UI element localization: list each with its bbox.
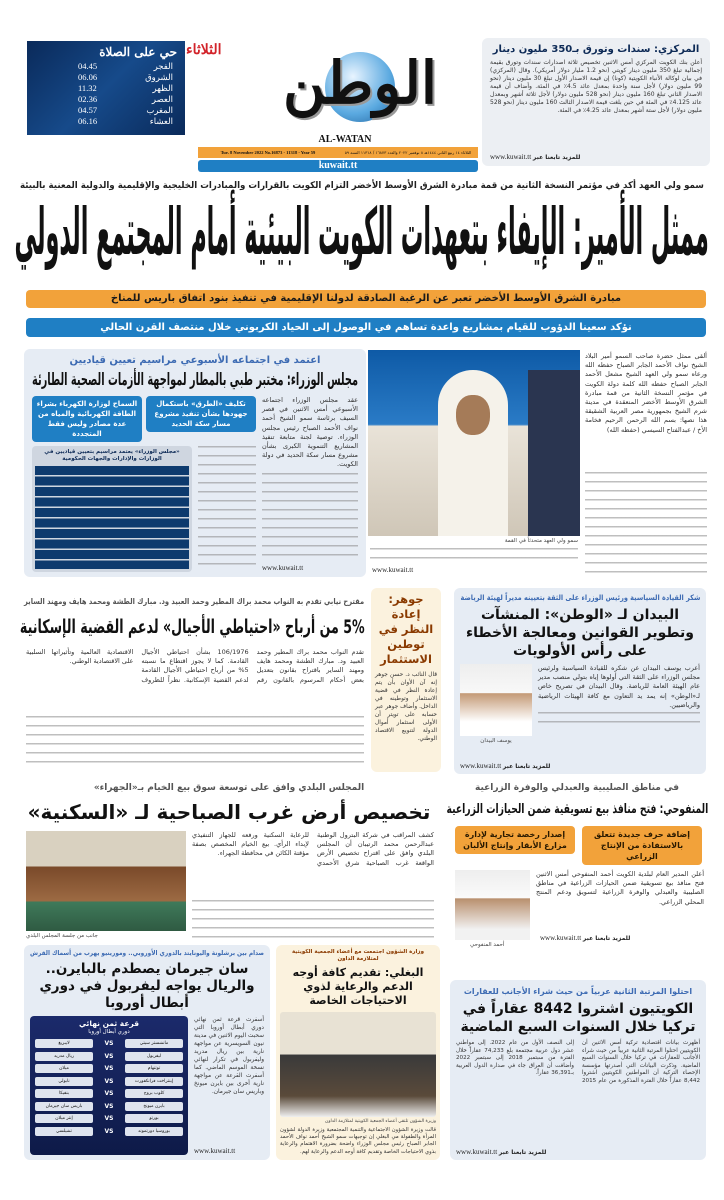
prayer-time: 02.36: [78, 94, 98, 104]
reserve-headline-row: [20, 614, 365, 640]
prayer-title: حي على الصلاة: [99, 45, 177, 59]
lead-photo-caption: سمو ولي العهد متحدثاً في القمة: [504, 538, 578, 544]
prayer-name: الشروق: [145, 72, 173, 82]
team-name: ميلان: [35, 1064, 93, 1073]
prayer-time-row: [78, 72, 173, 83]
prayer-time: 06.16: [78, 116, 98, 126]
sports-headline: سان جيرمان يصطدم بالبايرن.. والريال يواجه ليفربول في دوري أبطال أوروبا: [39, 961, 255, 1011]
date-english: Tue. 8 November 2022 No.16873 - 11318 - Year 59: [220, 150, 316, 155]
jawhar-headline: جوهر: إعادة النظر في توطين الاستثمار: [378, 592, 434, 666]
infographic-title: «مجلس الوزراء» يعتمد مراسيم بتعيين قياديين في الوزارات والإدارات والجهات الحكومية: [44, 449, 180, 462]
prayer-name: الظهر: [152, 83, 173, 93]
lead-kicker: سمو ولي العهد أكد في مؤتمر النسخة الثانية من قمة مبادرة الشرق الأوسط الأخضر التزام الكويت بالقرارات والمبادرات الخليجية والإقليمية والدولية المعنية بالبيئة: [20, 180, 704, 191]
prayer-times-box: [27, 41, 185, 135]
draw-match-row: [35, 1127, 183, 1136]
sabahiya-kicker-row: [24, 782, 434, 795]
prayer-name: الفجر: [153, 61, 173, 71]
more-link[interactable]: www.kuwait.tt للمزيد تابعنا عبر: [490, 153, 581, 161]
team-name: ريال مدريد: [35, 1052, 93, 1061]
cabinet-body-column: [262, 396, 358, 572]
cabinet-infographic: [32, 446, 192, 572]
bidan-photo: [460, 664, 532, 736]
person-figure-right: [528, 370, 580, 536]
team-name: لايبزيغ: [35, 1039, 93, 1048]
realestate-headline: الكويتيون اشتروا 8442 عقاراً في تركيا خلال السنوات السبع الماضية: [460, 1001, 696, 1035]
cabinet-box: [24, 349, 366, 577]
lead-photo: [368, 350, 580, 536]
sports-box: [24, 945, 270, 1160]
cabinet-body-lines: [262, 473, 358, 561]
team-name: إنتر ميلان: [35, 1114, 93, 1123]
team-name: بوروسيا دورتموند: [125, 1127, 183, 1136]
prayer-name: المغرب: [146, 105, 173, 115]
sabahiya-body-lines: [192, 900, 434, 940]
masthead-logo: [250, 40, 470, 132]
team-name: ليفربول: [125, 1052, 183, 1061]
agri-photo: [455, 870, 530, 940]
team-name: إينتراخت فرانكفورت: [125, 1077, 183, 1086]
cabinet-kicker: اعتمد في اجتماعه الأسبوعي مراسيم تعيين قياديين: [69, 355, 321, 366]
prayer-name: العشاء: [149, 116, 173, 126]
draw-match-row: [35, 1064, 183, 1073]
prayer-time: 11.32: [78, 83, 97, 93]
cabinet-pill-rail: تكليف «الطرق» باستكمال جهودها بشأن تنفيذ مشروع مسار سكة الحديد: [146, 396, 256, 432]
lead-headline: ممثل الأمير: الإيفاء بتعهدات الكويت البيئية أمام المجتمع الدولي: [14, 196, 710, 270]
logo-english: AL-WATAN: [318, 134, 372, 145]
reserve-kicker-row: [24, 596, 364, 608]
prayer-time: 04.57: [78, 105, 98, 115]
date-arabic: الثلاثاء ١٤ ربيع الثاني ١٤٤٤هـ ٨ نوفمبر ٢٠٢٢ والعدد ١٦٨٧٣ / ١١٣١٨ السنة ٥٩: [344, 150, 472, 155]
team-name: بورتو: [125, 1114, 183, 1123]
baghli-caption: وزيرة الشؤون تلتقي أعضاء الجمعية الكويتية لمتلازمة الداون: [325, 1118, 436, 1124]
sabahiya-headline: تخصيص أرض غرب الصباحية لـ «السكنية»: [27, 800, 431, 824]
sabahiya-body: كشف المراقب في شركة البترول الوطنية عبدالرحمن محمد الرتيبان أن المجلس البلدي وافق على اقتراح تخصيص الأرض الواقعة غرب الصباحية شرق الأحمدي للرعاية السكنية ورفعه للجهاز التنفيذي لإبداء الرأي. بيع الخيام المخصص بصفة مؤقتة الكائن في محافظة الجهراء.: [192, 831, 434, 867]
realestate-kicker: احتلوا المرتبة الثانية عربياً من حيث شراء الأجانب للعقارات: [463, 987, 693, 996]
person-face: [456, 395, 490, 435]
vs-label: VS: [104, 1115, 114, 1122]
team-name: كلوب بروج: [125, 1089, 183, 1098]
prayer-time: 04.45: [78, 61, 98, 71]
team-name: نابولي: [35, 1077, 93, 1086]
vs-label: VS: [104, 1090, 114, 1097]
vs-label: VS: [104, 1065, 114, 1072]
central-bank-headline: المركزي: سندات وتورق بـ350 مليون دينار: [492, 44, 700, 55]
central-bank-body: أعلن بنك الكويت المركزي أمس الاثنين تخصيص ثلاثة اصدارات سندات وتورق بقيمة إجمالية تبلغ 350 مليون دينار كويتي (نحو 1.2 مليار دولار أمريكي). وقال (المركزي) في بيان لوكالة الأنباء الكويتية (كونا) إن قيمة الاصدار الأول تبلغ 30 مليون دينار (نحو 99 مليون دولار) لأجل سنة واحدة بمعدل عائد 4.5٪ في المئة. وأضاف أن قيمة الاصدار الثاني تبلغ 160 مليون دينار (نحو 528 مليون دولار) لأجل ثلاثة أشهر وبمعدل عائد 4.125٪ في المئة في حين بلغت قيمة الاصدار الثالث 160 مليون دينار (نحو 528 مليون دولار) لأجل ستة أشهر بمعدل عائد 4.25٪ في المئة.: [490, 59, 703, 114]
website-bar[interactable]: kuwait.tt: [198, 160, 478, 172]
agri-kicker: في مناطق الصليبية والعبدلي والوفرة الزراعية: [475, 783, 679, 793]
agri-kicker-row: [446, 782, 708, 795]
draw-title: قرعة ثمن نهائي: [78, 1019, 140, 1028]
reserve-body-lines: [26, 716, 364, 768]
more-link[interactable]: www.kuwait.tt للمزيد تابعنا عبر: [540, 934, 631, 942]
lead-body-columns: [370, 548, 578, 564]
lead-headline-row: [14, 196, 710, 270]
prayer-time-row: [78, 116, 173, 127]
team-name: باريس سان جيرمان: [35, 1102, 93, 1111]
agri-headline: المنفوحي: فتح منافذ بيع تسويقية ضمن الحيازات الزراعية: [446, 802, 708, 817]
reserve-body: تقدم النواب محمد براك المطير وحمد العبيد ود. مبارك الطشة ومحمد هايف ومهند الساير باقتراح بقانون بتعديل بعض أحكام المرسوم بالقانون رقم 106/1976 بشأن احتياطي الأجيال القادمة. كما لا يجوز اقتطاع ما نسبته 5% من أرباح احتياطي الأجيال القادمة لدعم القضية الإسكانية. نظراً للظروف الاقتصادية العالمية وتأثيراتها السلبية على الاقتصادية الوطني.: [26, 648, 364, 684]
reserve-kicker: مقترح نيابي تقدم به النواب محمد براك المطير وحمد العبيد ود. مبارك الطشة ومحمد هايف ومهند الساير: [23, 597, 365, 606]
vs-label: VS: [104, 1127, 114, 1135]
agri-pill-crafts: إضافة حرف جديدة تتعلق بالاستفادة من الإنتاج الزراعي: [582, 826, 702, 865]
more-link[interactable]: www.kuwait.tt للمزيد تابعنا عبر: [456, 1148, 547, 1156]
central-bank-box: [482, 38, 710, 166]
baghli-body: قالت وزيرة الشؤون الاجتماعية والتنمية المجتمعية وزيرة الدولة لشؤون المرأة والطفولة مي البغلي إن توجيهات سمو الشيخ أحمد نواف الأحمد الجابر الصباح رئيس مجلس الوزراء واضحة بضرورة الاهتمام والرعاية بذوي الاحتياجات الخاصة وتقديم كافة أوجه الدعم والرعاية لهم.: [280, 1126, 436, 1155]
draw-match-row: [35, 1102, 183, 1111]
draw-match-row: [35, 1077, 183, 1086]
cabinet-pill-power: السماح لوزارة الكهرباء بشراء الطاقة الكهربائية والمياه من عدة مصادر وليس فقط المتجددة: [32, 396, 142, 442]
draw-match-row: [35, 1089, 183, 1098]
bidan-headline: البيدان لـ «الوطن»: المنشآت وتطوير القوانين ومعالجة الأخطاء على رأس الأولويات: [466, 607, 694, 659]
agri-pill-license: إصدار رخصة تجارية لإدارة مزارع الأبقار وإنتاج الألبان: [455, 826, 575, 854]
cabinet-headline: مجلس الوزراء: مختبر طبي بالمطار لمواجهة الأزمات الصحية الطارئة: [31, 370, 358, 390]
ucl-draw-graphic: [30, 1016, 188, 1155]
vs-label: VS: [104, 1052, 114, 1060]
lead-bar-orange-text: مبادرة الشرق الأوسط الأخضر تعبر عن الرغبة الصادقة لدولنا الإقليمية في تنفيذ بنود اتفاق باريس للمناخ: [110, 293, 622, 304]
agri-caption: أحمد المنفوحي: [470, 942, 505, 948]
sabahiya-kicker: المجلس البلدي وافق على توسعة سوق بيع الخيام بـ«الجهراء»: [93, 783, 365, 793]
prayer-time-row: [78, 61, 173, 72]
sports-kicker: صدام بين برشلونة واليونايتد بالدوري الأوروبي.. ومورينيو يهرب من أسماك القرش: [29, 949, 264, 957]
lead-bar-blue-text: نؤكد سعينا الدؤوب للقيام بمشاريع واعدة تساهم في الوصول إلى الحياد الكربوني خلال منتصف القرن الحالي: [100, 322, 632, 333]
draw-match-row: [35, 1114, 183, 1123]
sabahiya-photo: [26, 831, 186, 931]
sabahiya-caption: جانب من جلسة المجلس البلدي: [26, 933, 98, 939]
lead-bar-orange: [26, 290, 706, 308]
more-link[interactable]: www.kuwait.tt: [262, 564, 304, 572]
prayer-name: العصر: [151, 94, 173, 104]
sports-body: أسفرت قرعة ثمن نهائي دوري أبطال أوروبا التي سحبت اليوم الاثنين في مدينة نيون السويسرية عن مواجهة نارية بين ريال مدريد وليفربول في تكرار لنهائي نسخة الموسم الماضي. كما أسفرت القرعة عن مواجهة نارية أخرى بين بايرن ميونخ وباريس سان جيرمان.: [194, 1017, 264, 1095]
realestate-body: أظهرت بيانات اقتصادية تركية أمس الاثنين أن الكويتيين احتلوا المرتبة الثانية عربياً من حيث شراء الأجانب للعقارات في تركيا خلال السنوات السبع الماضية. وذكرت البيانات التي أصدرتها مؤسسة الإحصاء التركية أن المواطنين الكويتيين اشتروا 8,442 عقاراً خلال الفترة المذكورة من عام 2015 إلى النصف الأول من عام 2022. إلى مواطني عشر دول عربية مجتمعة بلغ 74,233 عقاراً خلال الفترة من سبتمبر 2018 إلى سبتمبر 2022 وأضافت أن العراق جاء في صدارة الدول العربية بـ36,391 عقاراً.: [456, 1040, 700, 1084]
lead-bar-blue: [26, 318, 706, 337]
baghli-kicker: وزارة الشؤون اجتمعت مع أعضاء الجمعية الكويتية لمتلازمة الداون: [291, 949, 425, 962]
logo-arabic: الوطن: [282, 49, 438, 117]
cabinet-body: عقد مجلس الوزراء اجتماعه الأسبوعي أمس الاثنين في قصر السيف برئاسة سمو الشيخ أحمد نواف الأحمد الصباح رئيس مجلس الوزراء. توصية لجنة متابعة تنفيذ المشاريع التنموية الكبرى بشأن مشروع مسار سكة الحديد في دولة الكويت.: [262, 396, 358, 469]
jawhar-body: قال النائب د. حسن جوهر إنه آن الأوان بأن يتم إعادة النظر في قضية الاستثمار وتوطينه في الداخل. وأضاف جوهر عبر حسابه على تويتر أن الأولى استثمار أموال الدولة لتنويع الاقتصاد الوطني.: [375, 672, 437, 742]
lead-kicker-row: [20, 180, 704, 192]
vs-label: VS: [104, 1102, 114, 1110]
more-link[interactable]: www.kuwait.tt للمزيد تابعنا عبر: [460, 762, 551, 770]
vs-label: VS: [104, 1077, 114, 1085]
baghli-headline: البغلي: تقديم كافة أوجه الدعم والرعاية لذوي الاحتياجات الخاصة: [292, 966, 424, 1007]
baghli-photo: [280, 1012, 436, 1117]
prayer-time-row: [78, 83, 173, 94]
draw-match-row: [35, 1052, 183, 1061]
team-name: مانشستر سيتي: [125, 1039, 183, 1048]
vs-label: VS: [104, 1040, 114, 1047]
agri-body: أعلن المدير العام لبلدية الكويت أحمد المنفوحي أمس الاثنين فتح منافذ بيع تسويقية ضمن الحيازات الزراعية في مناطق الصليبية والعبدلي والوفرة الزراعية لتسويق ودعم المنتج المحلي الزراعي.: [536, 870, 704, 906]
prayer-time-row: [78, 105, 173, 116]
realestate-box: [450, 980, 706, 1160]
bidan-kicker: شكر القيادة السياسية ورئيس الوزراء على الثقة بتعيينه مديراً لهيئة الرياضة: [460, 593, 701, 602]
bidan-caption: يوسف البيدان: [480, 738, 512, 744]
cabinet-body-lines-2: [198, 446, 256, 572]
reserve-headline: 5% من أرباح «احتياطي الأجيال» لدعم القضية الإسكانية: [20, 616, 365, 638]
date-bar: [198, 147, 478, 158]
more-link[interactable]: www.kuwait.tt: [372, 566, 414, 574]
infographic-rows: [35, 466, 189, 569]
agri-headline-row: [446, 800, 708, 820]
bidan-box: [454, 588, 706, 774]
lead-body: ألقى ممثل حضرة صاحب السمو أمير البلاد الشيخ نواف الأحمد الجابر الصباح حفظه الله ورعاه سمو ولي العهد الشيخ مشعل الأحمد الجابر الصباح حفظه الله كلمة دولة الكويت في مؤتمر النسخة الثانية من قمة مبادرة الشرق الأوسط الأخضر المنعقدة في مدينة شرم الشيخ بجمهورية مصر العربية الشقيقة هذا نصها: بسم الله الرحمن الرحيم فخامة الأخ / عبدالفتاح السيسي (حفظه الله): [585, 352, 707, 434]
draw-match-row: [35, 1039, 183, 1048]
draw-subtitle: دوري أبطال أوروبا: [88, 1029, 130, 1035]
lead-body-continued: [585, 472, 707, 578]
team-name: بايرن ميونخ: [125, 1102, 183, 1111]
bidan-body-lines: [538, 712, 700, 724]
prayer-time: 06.06: [78, 72, 98, 82]
team-name: بنفيكا: [35, 1089, 93, 1098]
team-name: توتنهام: [125, 1064, 183, 1073]
sabahiya-headline-row: [24, 798, 434, 826]
baghli-box: [276, 945, 440, 1160]
bidan-body: أعرب يوسف البيدان عن شكره للقيادة السياسية ولرئيس مجلس الوزراء على الثقة التي أولوها إياه بتولي منصب مدير عام الهيئة العامة للرياضة. وقال البيدان في تصريح خاص لـ«الوطن» إنه يمد يد التعاون مع كافة الهيئات الرياضية والرياضيين.: [538, 664, 700, 709]
team-name: تشيلسي: [35, 1127, 93, 1136]
jawhar-box: [371, 588, 441, 772]
day-label: الثلاثاء: [186, 42, 222, 58]
prayer-time-row: [78, 94, 173, 105]
more-link[interactable]: www.kuwait.tt: [194, 1147, 236, 1155]
